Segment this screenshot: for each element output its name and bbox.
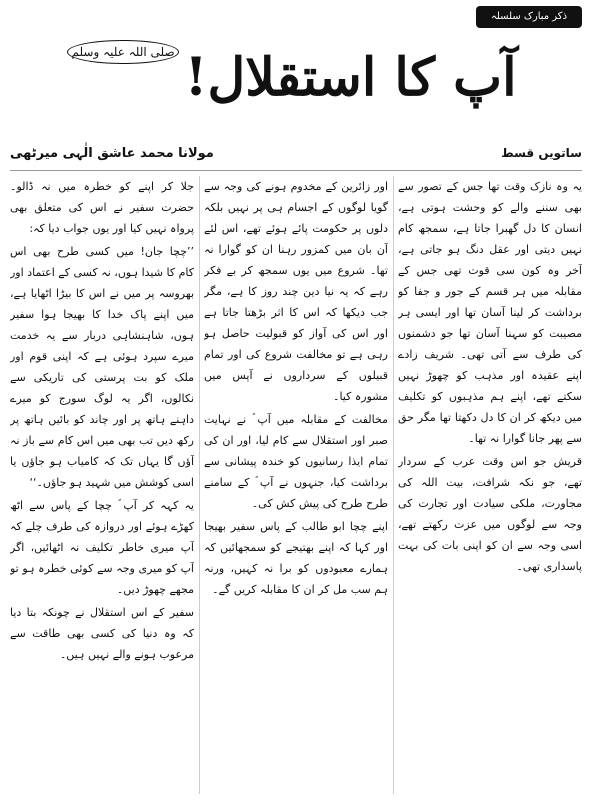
column-paragraph: قریش جو اس وقت عرب کے سردار تھے، جو نکہ شرافت، بیت اللہ کی مجاورت، ملکی سیادت اور تجارت کی وجہ سے لوگوں میں عزت رکھتے تھے، اسی وجہ سے ان کو اپنی بات کی بہت پاسداری تھی۔ (398, 455, 582, 573)
column-paragraph: اپنے چچا ابو طالب کے پاس سفیر بھیجا اور کہا کہ اپنے بھتیجے کو سمجھائیں کہ ہمارے معبودوں کو برا نہ کہیں، ورنہ ہم سب مل کر ان کا مقابلہ کریں گے۔ (204, 520, 388, 596)
byline-row (10, 142, 582, 164)
installment-label: ساتویں قسط (501, 146, 582, 160)
page-title: آپ کا استقلال! (184, 47, 517, 108)
column-divider (393, 176, 394, 794)
column-paragraph: ’’چچا جان! میں کسی طرح بھی اس کام کا شیدا ہوں، نہ کسی کے اعتماد اور بھروسہ پر میں نے اس کا بیڑا اٹھایا ہے، میں اپنے پاک خدا کا بھیجا ہوا سفیر ہوں، شاہنشاہی دربار سے یہ خدمت میرے سپرد ہوئی ہے کہ اپنی قوم اور ملک کو بت پرستی کی تاریکی سے نکالوں، اگر یہ لوگ سورج کو میرے داہنے ہاتھ پر اور چاند کو بائیں ہاتھ پر رکھ دیں تب بھی میں اس کام سے باز نہ آؤں گا یہاں تک کہ کامیاب ہو جاؤں یا اسی کوشش میں شہید ہو جاؤں۔‘‘ (10, 245, 194, 489)
column-paragraph: مخالفت کے مقابلہ میں آپ ؐ نے نہایت صبر اور استقلال سے کام لیا، اور ان کی تمام ایذا رسانیوں کو خندہ پیشانی سے برداشت کیا، جنہوں نے آپ ؐ کے سامنے طرح طرح کی پیش کش کی۔ (204, 413, 388, 510)
header-divider (10, 170, 582, 171)
column-left (10, 176, 194, 794)
honorific-mark: صلی اللہ علیہ وسلم (67, 40, 178, 64)
column-middle (204, 176, 388, 794)
column-paragraph: یہ کہہ کر آپ ؐ چچا کے پاس سے اٹھ کھڑے ہوئے اور دروازہ کی طرف چلے کہ آپ میری خاطر تکلیف نہ اٹھائیں، اگر آپ کو میری وجہ سے کوئی خطرہ ہو تو مجھے چھوڑ دیں۔ (10, 499, 194, 596)
column-divider (199, 176, 200, 794)
title-block (71, 36, 517, 120)
column-right (398, 176, 582, 794)
column-paragraph: اور زائرین کے مخدوم ہونے کی وجہ سے گویا لوگوں کے اجسام ہی پر نہیں بلکہ دلوں پر حکومت پائے ہوئے تھے، اس لئے آن بان میں کمزور رہنا ان کو گوارا نہ تھا۔ شروع میں یوں سمجھ کر بے فکر رہے کہ یہ نیا دین چند روز کا ہے، مگر جب دیکھا کہ اس کا اثر بڑھتا جاتا ہے اور اس کی آواز کو قبولیت حاصل ہو رہی ہے تو مخالفت شروع کی اور تمام قبیلوں کے سرداروں نے آپس میں مشورہ کیا۔ (204, 180, 388, 403)
column-paragraph: جلا کر اپنے کو خطرہ میں نہ ڈالو۔ حضرت سفیر نے اس کی متعلق بھی پرواہ نہیں کیا اور یوں جواب دیا کہ: (10, 180, 194, 235)
column-paragraph: یہ وہ نازک وقت تھا جس کے تصور سے بھی سننے والے کو وحشت ہوتی ہے، انسان کا دل گھبرا جاتا ہے، سمجھ کام نہیں دیتی اور عقل دنگ ہو جاتی ہے، آخر وہ کون سی قوت تھی جس کے مقابلہ میں ہر قسم کے جور و جفا کو برداشت کر لینا آسان تھا اور ایسی ہر مصیبت کو سہنا آسان تھا جو دشمنوں کی طرف سے آتی تھی۔ شریف زادے اپنے عقیدہ اور مذہب کو چھوڑ نہیں سکتے تھے، اپنے ہم مذہبوں کو تکلیف میں دیکھ کر ان کا دل دکھتا تھا مگر حق سے پھر جانا گوارا نہ تھا۔ (398, 180, 582, 445)
author-byline: مولانا محمد عاشق الٰہی میرٹھی (10, 145, 214, 161)
article-columns (10, 176, 582, 794)
series-tag: ذکر مبارک سلسلہ (476, 6, 582, 28)
column-paragraph: سفیر کے اس استقلال نے چونکہ بتا دیا کہ وہ دنیا کی کسی بھی طاقت سے مرعوب ہونے والے نہیں ہیں۔ (10, 606, 194, 661)
